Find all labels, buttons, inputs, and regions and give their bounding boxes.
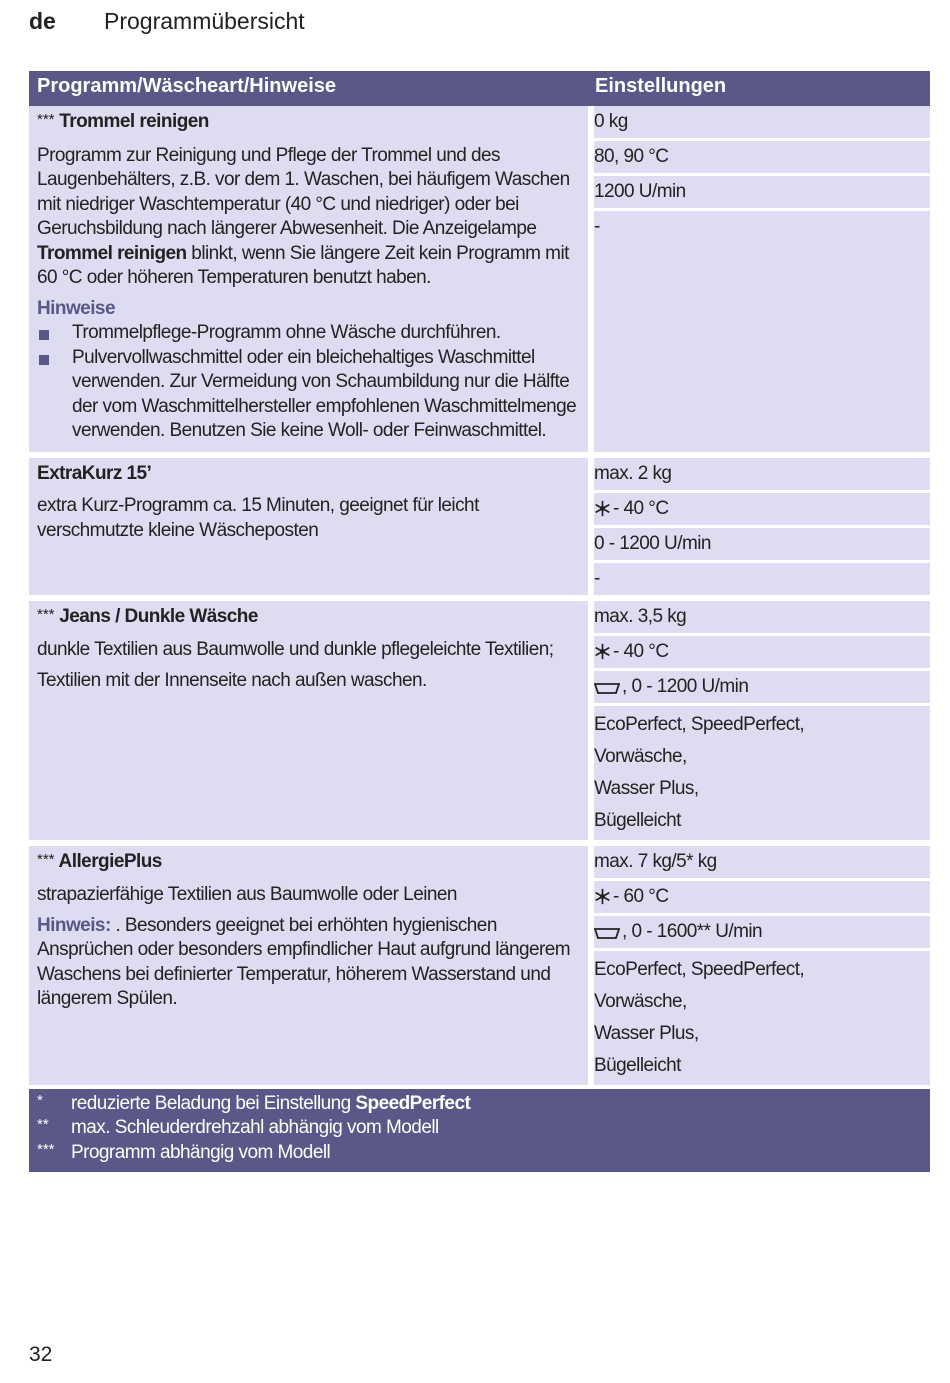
footnote-mark: **: [37, 1116, 49, 1133]
option-item: Bügelleicht: [594, 809, 681, 831]
program-name: Jeans / Dunkle Wäsche: [59, 605, 258, 627]
program-row-trommel-reinigen: [29, 106, 930, 452]
option-item: Wasser Plus,: [594, 1022, 699, 1044]
program-info: [29, 106, 588, 452]
program-row-extrakurz: [29, 458, 930, 595]
setting-load: [594, 458, 930, 490]
note-text: . Besonders geeignet bei erhöhten hygienischen Ansprüchen oder besonders empfindlicher Haut aufgrund längerem Waschens bei definierter Temperatur, höherem Wasserstand und längerem Spülen.: [37, 914, 571, 1009]
description-bold: Trommel reinigen: [37, 242, 187, 264]
note-text: Trommelpflege-Programm ohne Wäsche durchführen.: [72, 322, 501, 343]
program-name: ExtraKurz 15’: [37, 462, 152, 484]
setting-load-value: 0 kg: [594, 111, 628, 132]
drain-tub-icon: [594, 681, 620, 695]
program-description: [37, 144, 580, 291]
setting-spin-value: , 0 - 1600** U/min: [622, 920, 763, 942]
program-title: [37, 605, 580, 631]
setting-options-value: -: [594, 216, 600, 237]
program-title: [37, 110, 580, 136]
settings-column: [594, 601, 930, 840]
footnote-text: reduzierte Beladung bei Einstellung: [71, 1092, 356, 1114]
footnote: [37, 1092, 922, 1117]
setting-load: [594, 601, 930, 633]
setting-spin: [594, 916, 930, 948]
program-description: extra Kurz-Programm ca. 15 Minuten, geeignet für leicht verschmutzte kleine Wäscheposten: [37, 495, 479, 541]
setting-temperature-value: - 40 °C: [613, 497, 669, 519]
setting-temperature: [594, 636, 930, 668]
setting-options: [594, 211, 930, 452]
setting-temperature: [594, 493, 930, 525]
setting-load-value: max. 7 kg/5* kg: [594, 850, 717, 872]
note-item: [37, 346, 580, 444]
note-item: [37, 321, 580, 346]
setting-temperature-value: - 40 °C: [613, 640, 669, 662]
setting-temperature-value: - 60 °C: [613, 885, 669, 907]
setting-load-value: max. 3,5 kg: [594, 605, 687, 627]
stars-mark: ***: [37, 850, 55, 868]
language-code: de: [29, 8, 56, 34]
footnote-text: max. Schleuderdrehzahl abhängig vom Modell: [71, 1117, 439, 1138]
program-table: [29, 71, 930, 1172]
note-text: Pulvervollwaschmittel oder ein bleichehaltiges Waschmittel verwenden. Zur Vermeidung von Schaumbildung nur die Hälfte der vom Waschmittelhersteller empfohlenen Waschmittelmenge verwenden. Benutzen Sie keine Woll- oder Feinwaschmittel.: [72, 346, 577, 441]
program-info: [29, 458, 588, 595]
program-name: Trommel reinigen: [59, 111, 209, 132]
program-row-jeans: [29, 601, 930, 840]
stars-mark: ***: [37, 605, 55, 623]
option-item: EcoPerfect, SpeedPerfect,: [594, 958, 805, 980]
setting-temperature: [594, 141, 930, 173]
page-title: Programmübersicht: [104, 8, 305, 34]
setting-temperature-value: 80, 90 °C: [594, 146, 669, 167]
footnote: [37, 1141, 922, 1166]
page-number: 32: [29, 1343, 53, 1366]
program-note: [37, 914, 580, 1012]
drain-tub-icon: [594, 926, 620, 940]
setting-spin: [594, 528, 930, 560]
snowflake-icon: [594, 643, 611, 660]
footnote-mark: ***: [37, 1140, 55, 1158]
settings-column: [594, 458, 930, 595]
description-text: blinkt, wenn Sie längere Zeit kein Programm mit 60 °C oder höheren Temperaturen benutzt haben.: [37, 242, 569, 288]
program-title: [37, 850, 580, 876]
program-description-extra: Textilien mit der Innenseite nach außen waschen.: [37, 669, 427, 691]
option-item: Vorwäsche,: [594, 990, 687, 1012]
setting-options: [594, 951, 930, 1085]
stars-mark: ***: [37, 111, 55, 128]
settings-column: [594, 846, 930, 1085]
setting-spin-value: , 0 - 1200 U/min: [622, 675, 749, 697]
notes-heading: Hinweise: [37, 297, 115, 319]
bullet-square-icon: [39, 330, 49, 340]
program-info: [29, 846, 588, 1085]
program-name: AllergiePlus: [58, 850, 162, 872]
program-description: dunkle Textilien aus Baumwolle und dunkle pflegeleichte Textilien;: [37, 639, 554, 660]
column-header-program: Programm/Wäscheart/Hinweise: [37, 75, 336, 97]
setting-spin-value: 0 - 1200 U/min: [594, 532, 711, 554]
setting-load: [594, 846, 930, 878]
setting-spin: [594, 176, 930, 208]
setting-spin-value: 1200 U/min: [594, 181, 686, 202]
note-label: Hinweis:: [37, 914, 111, 936]
option-item: EcoPerfect, SpeedPerfect,: [594, 713, 805, 735]
setting-options-value: -: [594, 567, 600, 589]
program-row-allergieplus: [29, 846, 930, 1085]
option-item: Bügelleicht: [594, 1054, 681, 1076]
footnote-bold: SpeedPerfect: [355, 1092, 471, 1114]
footnote-text: Programm abhängig vom Modell: [71, 1141, 331, 1163]
program-info: [29, 601, 588, 840]
description-text: Programm zur Reinigung und Pflege der Trommel und des Laugenbehälters, z.B. vor dem 1. Waschen, bei häufigem Waschen mit niedriger Waschtemperatur (40 °C und niedriger) oder bei Geruchsbildung nach längerer Abwesenheit. Die Anzeigelampe: [37, 144, 570, 239]
snowflake-icon: [594, 500, 611, 517]
table-header: [29, 71, 930, 106]
snowflake-icon: [594, 888, 611, 905]
setting-options: [594, 706, 930, 840]
column-header-settings: Einstellungen: [595, 75, 727, 97]
setting-load: [594, 106, 930, 138]
table-footnotes: [29, 1089, 930, 1173]
program-description: strapazierfähige Textilien aus Baumwolle oder Leinen: [37, 884, 457, 905]
settings-column: [594, 106, 930, 452]
option-item: Vorwäsche,: [594, 745, 687, 767]
setting-temperature: [594, 881, 930, 913]
setting-spin: [594, 671, 930, 703]
bullet-square-icon: [39, 355, 49, 365]
footnote-mark: *: [37, 1091, 43, 1109]
setting-options: [594, 563, 930, 595]
footnote: [37, 1116, 922, 1141]
option-item: Wasser Plus,: [594, 777, 699, 799]
setting-load-value: max. 2 kg: [594, 462, 672, 484]
